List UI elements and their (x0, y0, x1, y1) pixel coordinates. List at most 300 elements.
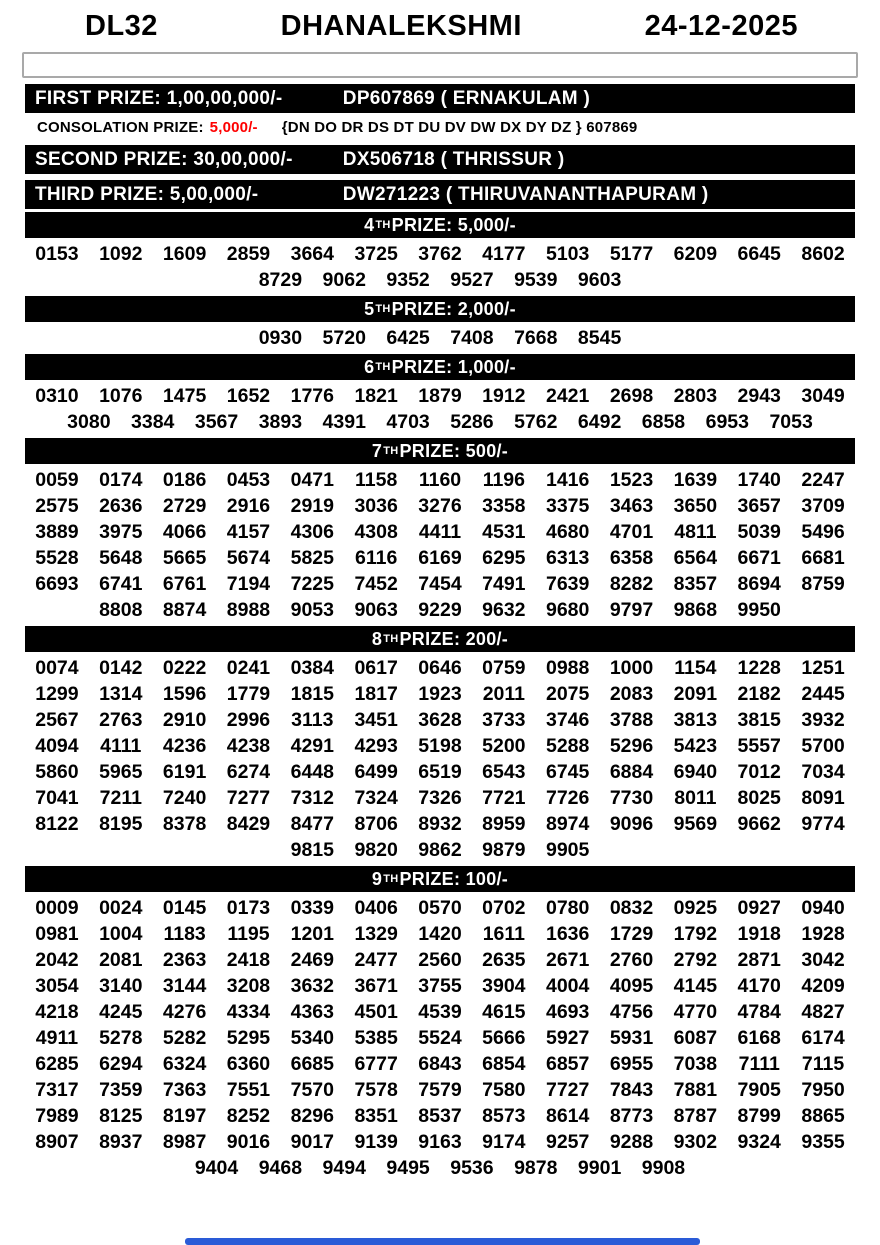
empty-input-box[interactable] (22, 52, 858, 78)
ticket-number: 2575 (35, 495, 79, 517)
third-prize-ticket: DW271223 ( THIRUVANANTHAPURAM ) (342, 183, 709, 205)
ticket-number: 5296 (609, 735, 654, 757)
ticket-number: 7053 (769, 411, 813, 433)
ticket-number: 2635 (482, 949, 526, 971)
ticket-number: 2011 (482, 683, 525, 705)
ticket-number: 7363 (162, 1079, 207, 1101)
ticket-number: 7194 (226, 573, 271, 595)
ticket-number: 8799 (737, 1105, 781, 1127)
ticket-number: 6955 (609, 1053, 654, 1075)
lottery-name: DHANALEKSHMI (280, 10, 522, 42)
fifth-prize-title: PRIZE: 2,000/- (391, 298, 516, 319)
ticket-number: 5762 (514, 411, 558, 433)
second-prize-label: SECOND PRIZE: 30,00,000/- (35, 148, 293, 170)
ticket-number: 5666 (482, 1027, 526, 1049)
ticket-number: 1928 (801, 923, 845, 945)
ticket-number: 8773 (609, 1105, 654, 1127)
ticket-number: 3762 (418, 243, 462, 265)
ticket-number: 2943 (737, 385, 781, 407)
ticket-number: 5286 (450, 411, 494, 433)
fourth-prize-numbers (25, 241, 855, 293)
ticket-number: 5340 (290, 1027, 334, 1049)
ticket-number: 8197 (162, 1105, 207, 1127)
ticket-number: 8296 (290, 1105, 334, 1127)
ticket-number: 2871 (737, 949, 781, 971)
ticket-number: 1740 (737, 469, 781, 491)
ticket-number: 9017 (290, 1131, 334, 1153)
ticket-number: 7580 (482, 1079, 526, 1101)
ticket-number: 3451 (354, 709, 398, 731)
ticket-number: 1779 (226, 683, 271, 705)
ticket-number: 1329 (354, 923, 398, 945)
ticket-number: 4157 (226, 521, 271, 543)
ticket-number: 5039 (737, 521, 781, 543)
ticket-number: 8429 (226, 813, 271, 835)
ticket-number: 4111 (100, 735, 142, 757)
ticket-number: 6761 (162, 573, 207, 595)
ticket-number: 2916 (226, 495, 271, 517)
ticket-number: 4693 (545, 1001, 590, 1023)
ticket-number: 9603 (577, 269, 622, 291)
ticket-number: 3049 (801, 385, 845, 407)
ticket-number: 6843 (418, 1053, 462, 1075)
ticket-number: 3042 (801, 949, 845, 971)
ticket-number: 5931 (609, 1027, 654, 1049)
ticket-number: 4784 (737, 1001, 781, 1023)
ticket-number: 8937 (99, 1131, 143, 1153)
ticket-number: 3463 (609, 495, 654, 517)
ticket-number: 0059 (35, 469, 79, 491)
ticket-number: 1158 (355, 469, 398, 491)
eighth-prize-ordinal: 8 (371, 628, 383, 649)
ticket-number: 4291 (290, 735, 334, 757)
ticket-number: 4177 (482, 243, 526, 265)
ticket-number: 4306 (290, 521, 334, 543)
page-header (0, 0, 880, 43)
ticket-number: 4209 (801, 975, 845, 997)
ticket-number: 7312 (290, 787, 334, 809)
ticket-number: 9468 (258, 1157, 303, 1179)
ticket-number: 4756 (609, 1001, 654, 1023)
consolation-prize-row (25, 115, 855, 139)
ticket-number: 1609 (162, 243, 207, 265)
fourth-prize-header: 4 TH PRIZE: 5,000/- (25, 212, 855, 238)
ticket-number: 6671 (737, 547, 781, 569)
ticket-number: 3815 (737, 709, 781, 731)
ticket-number: 0927 (737, 897, 781, 919)
ticket-number: 0759 (482, 657, 526, 679)
ticket-number: 3375 (545, 495, 590, 517)
ticket-number: 8025 (737, 787, 781, 809)
ticket-number: 7727 (545, 1079, 590, 1101)
ticket-number: 9662 (737, 813, 781, 835)
ticket-number: 3657 (737, 495, 781, 517)
ticket-number: 9302 (673, 1131, 718, 1153)
ticket-number: 0453 (226, 469, 271, 491)
ticket-number: 9569 (673, 813, 718, 835)
ticket-number: 2996 (226, 709, 271, 731)
ticket-number: 2421 (545, 385, 590, 407)
ticket-number: 4911 (35, 1027, 79, 1049)
ticket-number: 2729 (162, 495, 207, 517)
ticket-number: 7034 (801, 761, 845, 783)
sixth-prize-numbers (25, 383, 855, 435)
ticket-number: 4236 (162, 735, 207, 757)
ticket-number: 5282 (162, 1027, 207, 1049)
ticket-number: 9096 (609, 813, 654, 835)
ticket-number: 9139 (354, 1131, 398, 1153)
ticket-number: 6741 (99, 573, 143, 595)
ticket-number: 0145 (162, 897, 207, 919)
ticket-number: 2803 (673, 385, 718, 407)
ticket-number: 7905 (737, 1079, 781, 1101)
ticket-number: 5557 (737, 735, 781, 757)
ticket-number: 4770 (673, 1001, 718, 1023)
ticket-number: 8932 (418, 813, 462, 835)
ticket-number: 7721 (482, 787, 526, 809)
ticket-number: 0940 (801, 897, 845, 919)
ticket-number: 8706 (354, 813, 398, 835)
ticket-number: 0988 (545, 657, 590, 679)
ticket-number: 8907 (35, 1131, 79, 1153)
ticket-number: 2247 (801, 469, 845, 491)
ticket-number: 6285 (35, 1053, 79, 1075)
consolation-amount: 5,000/- (209, 118, 258, 136)
ticket-number: 6168 (737, 1027, 781, 1049)
ticket-number: 3208 (226, 975, 271, 997)
ticket-number: 2469 (290, 949, 334, 971)
ticket-number: 6116 (355, 547, 398, 569)
ticket-number: 0384 (290, 657, 334, 679)
ticket-number: 2792 (673, 949, 718, 971)
ticket-number: 6519 (418, 761, 462, 783)
ticket-number: 6087 (673, 1027, 718, 1049)
ticket-number: 7950 (801, 1079, 845, 1101)
ticket-number: 0310 (35, 385, 79, 407)
ticket-number: 3932 (801, 709, 845, 731)
consolation-series: {DN DO DR DS DT DU DV DW DX DY DZ } 607869 (281, 118, 638, 136)
ticket-number: 9355 (801, 1131, 845, 1153)
ticket-number: 6564 (673, 547, 718, 569)
ticket-number: 5278 (99, 1027, 143, 1049)
ticket-number: 7491 (482, 573, 526, 595)
ticket-number: 1923 (418, 683, 462, 705)
ticket-number: 3567 (194, 411, 239, 433)
ticket-number: 1776 (290, 385, 334, 407)
ticket-number: 8987 (162, 1131, 207, 1153)
ticket-number: 7012 (737, 761, 781, 783)
ticket-number: 0406 (354, 897, 398, 919)
ticket-number: 7317 (35, 1079, 79, 1101)
bottom-accent-bar (185, 1238, 700, 1245)
ticket-number: 0024 (99, 897, 143, 919)
ticket-number: 2363 (162, 949, 207, 971)
ticket-number: 1918 (737, 923, 781, 945)
ticket-number: 7277 (226, 787, 271, 809)
ticket-number: 9539 (514, 269, 558, 291)
ticket-number: 7579 (418, 1079, 462, 1101)
ticket-number: 3276 (418, 495, 462, 517)
ticket-number: 9527 (450, 269, 494, 291)
ticket-number: 5103 (545, 243, 590, 265)
ticket-number: 1815 (290, 683, 334, 705)
ticket-number: 1792 (673, 923, 718, 945)
ticket-number: 0153 (35, 243, 79, 265)
ticket-number: 3788 (609, 709, 654, 731)
ticket-number: 9494 (322, 1157, 366, 1179)
ticket-number: 1416 (545, 469, 590, 491)
ticket-number: 8602 (801, 243, 845, 265)
ticket-number: 0981 (35, 923, 79, 945)
ticket-number: 7324 (354, 787, 398, 809)
ticket-number: 1639 (673, 469, 718, 491)
ticket-number: 3893 (258, 411, 303, 433)
ticket-number: 8125 (99, 1105, 143, 1127)
ticket-number: 8351 (354, 1105, 398, 1127)
ticket-number: 1299 (35, 683, 79, 705)
ticket-number: 6884 (609, 761, 654, 783)
ticket-number: 4391 (322, 411, 366, 433)
ticket-number: 9174 (482, 1131, 526, 1153)
ticket-number: 6358 (609, 547, 654, 569)
ticket-number: 2567 (35, 709, 79, 731)
ticket-number: 2671 (545, 949, 590, 971)
ticket-number: 4701 (609, 521, 654, 543)
ticket-number: 1912 (482, 385, 526, 407)
ticket-number: 6295 (482, 547, 526, 569)
ticket-number: 3904 (482, 975, 526, 997)
first-prize-bar (25, 84, 855, 113)
ticket-number: 0832 (609, 897, 654, 919)
ticket-number: 3889 (35, 521, 79, 543)
ticket-number: 2698 (609, 385, 654, 407)
ticket-number: 9288 (609, 1131, 654, 1153)
ninth-prize-ordinal: 9 (371, 868, 383, 889)
ticket-number: 6777 (354, 1053, 398, 1075)
ticket-number: 7668 (514, 327, 558, 349)
ticket-number: 4539 (418, 1001, 462, 1023)
consolation-label: CONSOLATION PRIZE: (37, 118, 204, 136)
eighth-prize-title: PRIZE: 200/- (399, 628, 509, 649)
ticket-number: 7843 (609, 1079, 654, 1101)
ticket-number: 8011 (674, 787, 717, 809)
ticket-number: 3725 (354, 243, 398, 265)
ninth-prize-title: PRIZE: 100/- (399, 868, 509, 889)
ticket-number: 1475 (162, 385, 207, 407)
ticket-number: 9404 (194, 1157, 239, 1179)
ticket-number: 2560 (418, 949, 462, 971)
ticket-number: 6174 (801, 1027, 845, 1049)
ticket-number: 7240 (162, 787, 207, 809)
ticket-number: 1196 (482, 469, 525, 491)
ticket-number: 5648 (99, 547, 143, 569)
ticket-number: 8729 (258, 269, 303, 291)
ticket-number: 1004 (99, 923, 143, 945)
ticket-number: 9536 (450, 1157, 494, 1179)
ticket-number: 7551 (226, 1079, 271, 1101)
ticket-number: 7038 (673, 1053, 718, 1075)
ticket-number: 3036 (354, 495, 398, 517)
ticket-number: 3650 (673, 495, 718, 517)
ticket-number: 9063 (354, 599, 398, 621)
ticket-number: 4276 (162, 1001, 207, 1023)
ticket-number: 5965 (99, 761, 143, 783)
ticket-number: 5860 (35, 761, 79, 783)
ticket-number: 9901 (577, 1157, 622, 1179)
ticket-number: 5496 (801, 521, 845, 543)
ticket-number: 0009 (35, 897, 79, 919)
ticket-number: 3813 (673, 709, 718, 731)
ticket-number: 3632 (290, 975, 334, 997)
ticket-number: 6858 (641, 411, 686, 433)
ticket-number: 9352 (386, 269, 430, 291)
third-prize-bar (25, 180, 855, 209)
ticket-number: 5198 (418, 735, 462, 757)
ticket-number: 5674 (226, 547, 271, 569)
ticket-number: 9868 (673, 599, 718, 621)
ticket-number: 6448 (290, 761, 334, 783)
ticket-number: 6425 (386, 327, 430, 349)
ticket-number: 6953 (705, 411, 749, 433)
ticket-number: 4703 (386, 411, 430, 433)
ticket-number: 8614 (545, 1105, 590, 1127)
ticket-number: 9257 (545, 1131, 590, 1153)
ticket-number: 4245 (99, 1001, 143, 1023)
ticket-number: 8959 (482, 813, 526, 835)
ticket-number: 9053 (290, 599, 334, 621)
ticket-number: 6169 (418, 547, 462, 569)
ticket-number: 3746 (545, 709, 590, 731)
ticket-number: 2083 (609, 683, 654, 705)
fourth-prize-title: PRIZE: 5,000/- (391, 214, 516, 235)
ticket-number: 0186 (162, 469, 207, 491)
ticket-number: 8787 (673, 1105, 718, 1127)
ticket-number: 4827 (801, 1001, 845, 1023)
ticket-number: 6681 (801, 547, 845, 569)
ticket-number: 2091 (673, 683, 718, 705)
ticket-number: 7454 (418, 573, 462, 595)
ticket-number: 7639 (545, 573, 590, 595)
ticket-number: 5825 (290, 547, 334, 569)
ticket-number: 1817 (354, 683, 398, 705)
ticket-number: 7111 (738, 1053, 780, 1075)
ticket-number: 2445 (801, 683, 845, 705)
ticket-number: 6324 (162, 1053, 207, 1075)
ticket-number: 8759 (801, 573, 845, 595)
ticket-number: 8573 (482, 1105, 526, 1127)
ticket-number: 7881 (673, 1079, 718, 1101)
ticket-number: 9815 (290, 839, 334, 861)
ticket-number: 2910 (162, 709, 207, 731)
ticket-number: 9062 (322, 269, 366, 291)
ticket-number: 7041 (35, 787, 79, 809)
ticket-number: 2763 (99, 709, 143, 731)
ticket-number: 8808 (99, 599, 143, 621)
ticket-number: 1092 (99, 243, 143, 265)
ticket-number: 8252 (226, 1105, 271, 1127)
second-prize-ticket: DX506718 ( THRISSUR ) (342, 148, 565, 170)
ticket-number: 5385 (354, 1027, 398, 1049)
ticket-number: 8282 (609, 573, 654, 595)
ticket-number: 3384 (131, 411, 175, 433)
ticket-number: 0646 (418, 657, 462, 679)
ticket-number: 4293 (354, 735, 398, 757)
ticket-number: 0471 (290, 469, 334, 491)
ticket-number: 6693 (35, 573, 79, 595)
ticket-number: 8357 (673, 573, 718, 595)
ticket-number: 0074 (35, 657, 79, 679)
ticket-number: 6543 (482, 761, 526, 783)
ticket-number: 6685 (290, 1053, 334, 1075)
ticket-number: 2919 (290, 495, 334, 517)
ticket-number: 7452 (354, 573, 398, 595)
second-prize-bar (25, 145, 855, 174)
ticket-number: 4238 (226, 735, 271, 757)
ticket-number: 3144 (162, 975, 207, 997)
ninth-prize-header: 9 TH PRIZE: 100/- (25, 866, 855, 892)
ticket-number: 0617 (354, 657, 398, 679)
ticket-number: 3113 (291, 709, 334, 731)
ticket-number: 6492 (577, 411, 622, 433)
fifth-prize-header: 5 TH PRIZE: 2,000/- (25, 296, 855, 322)
ticket-number: 0339 (290, 897, 334, 919)
ticket-number: 2418 (226, 949, 271, 971)
ticket-number: 5288 (545, 735, 590, 757)
ticket-number: 6274 (226, 761, 271, 783)
ticket-number: 9774 (801, 813, 845, 835)
sixth-prize-title: PRIZE: 1,000/- (391, 356, 516, 377)
ticket-number: 7359 (99, 1079, 143, 1101)
ticket-number: 6313 (545, 547, 590, 569)
ticket-number: 7326 (418, 787, 462, 809)
first-prize-label: FIRST PRIZE: 1,00,00,000/- (35, 87, 283, 109)
ticket-number: 9163 (418, 1131, 462, 1153)
ticket-number: 3140 (99, 975, 143, 997)
ticket-number: 0702 (482, 897, 526, 919)
ticket-number: 9016 (226, 1131, 271, 1153)
ticket-number: 1201 (290, 923, 334, 945)
ticket-number: 5524 (418, 1027, 462, 1049)
ticket-number: 9632 (482, 599, 526, 621)
ticket-number: 0173 (226, 897, 271, 919)
ticket-number: 9495 (386, 1157, 430, 1179)
ticket-number: 1251 (801, 657, 845, 679)
ticket-number: 0925 (673, 897, 718, 919)
ticket-number: 6745 (545, 761, 590, 783)
ticket-number: 2636 (99, 495, 143, 517)
ticket-number: 0780 (545, 897, 590, 919)
ticket-number: 7989 (35, 1105, 79, 1127)
ticket-number: 2760 (609, 949, 654, 971)
ticket-number: 4095 (609, 975, 654, 997)
ticket-number: 4334 (226, 1001, 271, 1023)
ticket-number: 7225 (290, 573, 334, 595)
ticket-number: 0174 (99, 469, 143, 491)
third-prize-label: THIRD PRIZE: 5,00,000/- (35, 183, 259, 205)
ticket-number: 4066 (162, 521, 207, 543)
ticket-number: 1596 (162, 683, 207, 705)
ticket-number: 8091 (801, 787, 845, 809)
ticket-number: 0222 (162, 657, 207, 679)
ticket-number: 9324 (737, 1131, 781, 1153)
eighth-prize-header: 8 TH PRIZE: 200/- (25, 626, 855, 652)
ticket-number: 3733 (482, 709, 526, 731)
ticket-number: 9878 (514, 1157, 558, 1179)
ticket-number: 6940 (673, 761, 718, 783)
ticket-number: 6854 (482, 1053, 526, 1075)
ticket-number: 1879 (418, 385, 462, 407)
ticket-number: 6645 (737, 243, 781, 265)
